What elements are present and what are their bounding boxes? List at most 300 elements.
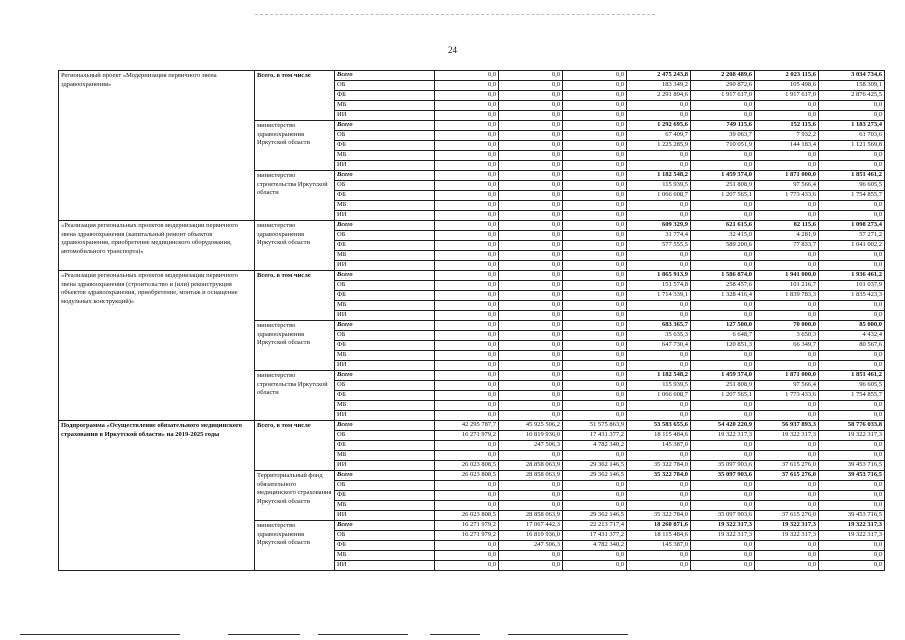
amount-cell: 0,0 [499, 341, 563, 351]
funding-source-label: ИИ [335, 261, 435, 271]
amount-cell: 0,0 [691, 111, 755, 121]
amount-cell: 247 506,3 [499, 441, 563, 451]
scan-bottom-line [20, 634, 180, 635]
amount-cell: 0,0 [435, 271, 499, 281]
amount-cell: 0,0 [819, 211, 885, 221]
amount-cell: 0,0 [499, 151, 563, 161]
amount-cell: 0,0 [435, 221, 499, 231]
amount-cell: 0,0 [563, 271, 627, 281]
executor-name: министерство здравоохранения Иркутской области [255, 521, 335, 571]
amount-cell: 19 322 317,3 [755, 521, 819, 531]
amount-cell: 258 457,6 [691, 281, 755, 291]
amount-cell: 0,0 [563, 301, 627, 311]
amount-cell: 82 115,6 [755, 221, 819, 231]
amount-cell: 1 121 569,8 [819, 141, 885, 151]
amount-cell: 0,0 [691, 541, 755, 551]
funding-source-label: Всего [335, 271, 435, 281]
amount-cell: 0,0 [499, 171, 563, 181]
funding-source-label: ОБ [335, 331, 435, 341]
amount-cell: 0,0 [691, 561, 755, 571]
amount-cell: 0,0 [435, 391, 499, 401]
amount-cell: 0,0 [563, 161, 627, 171]
amount-cell: 0,0 [435, 201, 499, 211]
amount-cell: 0,0 [499, 141, 563, 151]
funding-source-label: ФБ [335, 541, 435, 551]
amount-cell: 0,0 [435, 341, 499, 351]
amount-cell: 0,0 [563, 171, 627, 181]
funding-source-label: Всего [335, 421, 435, 431]
amount-cell: 1 207 565,1 [691, 391, 755, 401]
funding-source-label: МБ [335, 201, 435, 211]
table-row [59, 221, 885, 231]
amount-cell: 0,0 [691, 401, 755, 411]
funding-source-label: Всего [335, 471, 435, 481]
amount-cell: 0,0 [627, 211, 691, 221]
funding-source-label: ИИ [335, 161, 435, 171]
amount-cell: 37 615 276,0 [755, 511, 819, 521]
amount-cell: 4 782 340,2 [563, 541, 627, 551]
amount-cell: 0,0 [755, 201, 819, 211]
amount-cell: 0,0 [563, 141, 627, 151]
amount-cell: 1 936 461,2 [819, 271, 885, 281]
amount-cell: 0,0 [627, 151, 691, 161]
amount-cell: 1 773 433,6 [755, 191, 819, 201]
amount-cell: 0,0 [435, 501, 499, 511]
amount-cell: 70 000,0 [755, 321, 819, 331]
amount-cell: 0,0 [627, 351, 691, 361]
amount-cell: 0,0 [819, 251, 885, 261]
amount-cell: 0,0 [435, 301, 499, 311]
amount-cell: 0,0 [563, 351, 627, 361]
scan-bottom-line [318, 634, 408, 635]
amount-cell: 97 566,4 [755, 181, 819, 191]
amount-cell: 0,0 [435, 211, 499, 221]
amount-cell: 0,0 [627, 411, 691, 421]
amount-cell: 0,0 [627, 451, 691, 461]
funding-source-label: Всего [335, 521, 435, 531]
amount-cell: 0,0 [627, 501, 691, 511]
amount-cell: 0,0 [563, 281, 627, 291]
amount-cell: 589 200,6 [691, 241, 755, 251]
amount-cell: 0,0 [691, 161, 755, 171]
amount-cell: 1 207 565,1 [691, 191, 755, 201]
funding-source-label: ОБ [335, 431, 435, 441]
amount-cell: 18 260 871,6 [627, 521, 691, 531]
amount-cell: 3 034 734,6 [819, 71, 885, 81]
amount-cell: 0,0 [755, 211, 819, 221]
amount-cell: 1 917 617,0 [691, 91, 755, 101]
funding-source-label: ОБ [335, 281, 435, 291]
amount-cell: 0,0 [563, 121, 627, 131]
amount-cell: 0,0 [819, 361, 885, 371]
amount-cell: 0,0 [563, 391, 627, 401]
amount-cell: 0,0 [627, 261, 691, 271]
amount-cell: 0,0 [499, 361, 563, 371]
amount-cell: 19 322 317,3 [691, 521, 755, 531]
amount-cell: 0,0 [563, 81, 627, 91]
amount-cell: 0,0 [499, 411, 563, 421]
amount-cell: 290 872,6 [691, 81, 755, 91]
amount-cell: 6 648,7 [691, 331, 755, 341]
amount-cell: 0,0 [691, 441, 755, 451]
amount-cell: 0,0 [499, 491, 563, 501]
amount-cell: 0,0 [499, 81, 563, 91]
amount-cell: 56 937 893,3 [755, 421, 819, 431]
executor-name: министерство строительства Иркутской области [255, 171, 335, 221]
funding-source-label: ФБ [335, 491, 435, 501]
table-row [59, 71, 885, 81]
funding-source-label: МБ [335, 151, 435, 161]
amount-cell: 0,0 [435, 441, 499, 451]
amount-cell: 53 583 655,6 [627, 421, 691, 431]
amount-cell: 0,0 [499, 161, 563, 171]
amount-cell: 0,0 [563, 411, 627, 421]
amount-cell: 4 782 340,2 [563, 441, 627, 451]
amount-cell: 1 041 002,2 [819, 241, 885, 251]
amount-cell: 0,0 [435, 371, 499, 381]
amount-cell: 0,0 [435, 171, 499, 181]
amount-cell: 0,0 [563, 451, 627, 461]
section-name: Региональный проект «Модернизация первичного звена здравоохранения» [59, 71, 255, 221]
amount-cell: 247 506,3 [499, 541, 563, 551]
amount-cell: 115 939,5 [627, 181, 691, 191]
amount-cell: 0,0 [563, 261, 627, 271]
funding-source-label: МБ [335, 351, 435, 361]
amount-cell: 0,0 [563, 561, 627, 571]
amount-cell: 28 858 063,9 [499, 471, 563, 481]
amount-cell: 0,0 [691, 211, 755, 221]
amount-cell: 0,0 [435, 101, 499, 111]
amount-cell: 0,0 [499, 181, 563, 191]
amount-cell: 0,0 [435, 551, 499, 561]
amount-cell: 0,0 [499, 501, 563, 511]
executor-name: министерство здравоохранения Иркутской области [255, 121, 335, 171]
amount-cell: 0,0 [563, 231, 627, 241]
amount-cell: 45 925 506,2 [499, 421, 563, 431]
amount-cell: 1 098 273,4 [819, 221, 885, 231]
page-number: 24 [448, 45, 457, 55]
amount-cell: 1 917 617,0 [755, 91, 819, 101]
amount-cell: 0,0 [499, 321, 563, 331]
amount-cell: 0,0 [691, 361, 755, 371]
amount-cell: 0,0 [435, 71, 499, 81]
section-name: Подпрограмма «Осуществление обязательного медицинского страхования в Иркутской области» на 2019-2025 годы [59, 421, 255, 571]
funding-source-label: ИИ [335, 511, 435, 521]
table-row [59, 421, 885, 431]
amount-cell: 0,0 [563, 401, 627, 411]
amount-cell: 1 586 874,0 [691, 271, 755, 281]
amount-cell: 0,0 [691, 491, 755, 501]
amount-cell: 0,0 [563, 221, 627, 231]
amount-cell: 0,0 [435, 281, 499, 291]
amount-cell: 0,0 [499, 101, 563, 111]
amount-cell: 1 459 374,0 [691, 371, 755, 381]
amount-cell: 0,0 [691, 251, 755, 261]
amount-cell: 0,0 [691, 201, 755, 211]
amount-cell: 0,0 [563, 241, 627, 251]
amount-cell: 0,0 [627, 251, 691, 261]
funding-source-label: Всего [335, 321, 435, 331]
amount-cell: 115 939,5 [627, 381, 691, 391]
funding-source-label: ОБ [335, 381, 435, 391]
amount-cell: 0,0 [563, 111, 627, 121]
amount-cell: 101 216,7 [755, 281, 819, 291]
amount-cell: 120 851,3 [691, 341, 755, 351]
section-name: «Реализация региональных проектов модернизации первичного звена здравоохранения (строительство и (или) реконструкция объектов здравоохранения, приобретение, монтаж и оснащение модульных конструкций)» [59, 271, 255, 421]
amount-cell: 101 037,9 [819, 281, 885, 291]
amount-cell: 0,0 [819, 111, 885, 121]
funding-source-label: ИИ [335, 361, 435, 371]
funding-source-label: ИИ [335, 211, 435, 221]
amount-cell: 18 115 484,6 [627, 431, 691, 441]
amount-cell: 144 183,4 [755, 141, 819, 151]
amount-cell: 0,0 [435, 141, 499, 151]
amount-cell: 0,0 [435, 401, 499, 411]
funding-source-label: ФБ [335, 91, 435, 101]
section-name: «Реализация региональных проектов модернизации первичного звена здравоохранения (капитальный ремонт объектов здравоохранения, приобретение медицинского оборудования, автомобильного транспорта)» [59, 221, 255, 271]
amount-cell: 2 023 115,6 [755, 71, 819, 81]
amount-cell: 0,0 [499, 91, 563, 101]
amount-cell: 0,0 [435, 81, 499, 91]
amount-cell: 0,0 [627, 111, 691, 121]
amount-cell: 0,0 [691, 101, 755, 111]
executor-name: Территориальный фонд обязательного медицинского страхования Иркутской области [255, 471, 335, 521]
amount-cell: 0,0 [435, 241, 499, 251]
executor-name: министерство строительства Иркутской области [255, 371, 335, 421]
funding-source-label: ИИ [335, 111, 435, 121]
amount-cell: 0,0 [563, 311, 627, 321]
amount-cell: 0,0 [435, 161, 499, 171]
scan-top-line [255, 14, 655, 15]
amount-cell: 0,0 [563, 381, 627, 391]
amount-cell: 0,0 [755, 561, 819, 571]
scan-bottom-line [430, 634, 480, 635]
amount-cell: 0,0 [499, 131, 563, 141]
amount-cell: 0,0 [499, 71, 563, 81]
amount-cell: 0,0 [563, 291, 627, 301]
amount-cell: 0,0 [691, 311, 755, 321]
amount-cell: 0,0 [499, 331, 563, 341]
amount-cell: 26 023 808,5 [435, 511, 499, 521]
amount-cell: 0,0 [435, 321, 499, 331]
amount-cell: 609 329,9 [627, 221, 691, 231]
amount-cell: 0,0 [563, 491, 627, 501]
amount-cell: 29 362 146,5 [563, 511, 627, 521]
amount-cell: 0,0 [755, 451, 819, 461]
scan-bottom-line [228, 634, 300, 635]
amount-cell: 0,0 [755, 541, 819, 551]
amount-cell: 0,0 [691, 481, 755, 491]
amount-cell: 0,0 [499, 261, 563, 271]
amount-cell: 0,0 [499, 111, 563, 121]
amount-cell: 1 066 608,7 [627, 391, 691, 401]
amount-cell: 0,0 [563, 251, 627, 261]
amount-cell: 0,0 [435, 231, 499, 241]
amount-cell: 0,0 [563, 71, 627, 81]
amount-cell: 0,0 [691, 151, 755, 161]
funding-source-label: МБ [335, 401, 435, 411]
amount-cell: 0,0 [435, 541, 499, 551]
amount-cell: 35 635,3 [627, 331, 691, 341]
amount-cell: 0,0 [499, 391, 563, 401]
amount-cell: 26 023 808,5 [435, 461, 499, 471]
amount-cell: 32 415,0 [691, 231, 755, 241]
amount-cell: 0,0 [435, 411, 499, 421]
amount-cell: 97 566,4 [755, 381, 819, 391]
amount-cell: 0,0 [499, 551, 563, 561]
amount-cell: 0,0 [499, 291, 563, 301]
amount-cell: 16 271 979,2 [435, 521, 499, 531]
amount-cell: 1 851 461,2 [819, 171, 885, 181]
amount-cell: 39 453 716,5 [819, 461, 885, 471]
amount-cell: 54 420 220,9 [691, 421, 755, 431]
amount-cell: 29 362 146,5 [563, 461, 627, 471]
funding-source-label: ОБ [335, 81, 435, 91]
amount-cell: 19 322 317,3 [755, 431, 819, 441]
amount-cell: 0,0 [691, 411, 755, 421]
amount-cell: 1 183 273,4 [819, 121, 885, 131]
amount-cell: 0,0 [499, 121, 563, 131]
amount-cell: 1 871 000,0 [755, 171, 819, 181]
amount-cell: 0,0 [819, 451, 885, 461]
amount-cell: 0,0 [819, 441, 885, 451]
amount-cell: 0,0 [819, 261, 885, 271]
amount-cell: 0,0 [627, 551, 691, 561]
amount-cell: 0,0 [691, 301, 755, 311]
amount-cell: 647 730,4 [627, 341, 691, 351]
amount-cell: 1 459 374,0 [691, 171, 755, 181]
amount-cell: 0,0 [819, 401, 885, 411]
amount-cell: 0,0 [627, 481, 691, 491]
amount-cell: 0,0 [435, 251, 499, 261]
amount-cell: 1 292 695,6 [627, 121, 691, 131]
amount-cell: 0,0 [563, 371, 627, 381]
amount-cell: 0,0 [755, 101, 819, 111]
amount-cell: 0,0 [627, 561, 691, 571]
amount-cell: 37 615 276,0 [755, 461, 819, 471]
amount-cell: 1 182 548,2 [627, 171, 691, 181]
amount-cell: 105 498,6 [755, 81, 819, 91]
amount-cell: 0,0 [755, 351, 819, 361]
amount-cell: 0,0 [499, 401, 563, 411]
funding-source-label: ФБ [335, 291, 435, 301]
funding-source-label: ФБ [335, 191, 435, 201]
funding-source-label: МБ [335, 101, 435, 111]
amount-cell: 16 271 979,2 [435, 431, 499, 441]
amount-cell: 0,0 [435, 261, 499, 271]
amount-cell: 1 941 000,0 [755, 271, 819, 281]
funding-source-label: МБ [335, 501, 435, 511]
amount-cell: 7 932,2 [755, 131, 819, 141]
amount-cell: 0,0 [435, 381, 499, 391]
amount-cell: 0,0 [563, 501, 627, 511]
amount-cell: 0,0 [755, 501, 819, 511]
amount-cell: 17 431 377,2 [563, 431, 627, 441]
amount-cell: 51 575 863,9 [563, 421, 627, 431]
amount-cell: 0,0 [499, 451, 563, 461]
amount-cell: 58 776 033,8 [819, 421, 885, 431]
executor-name: Всего, в том числе [255, 71, 335, 121]
amount-cell: 0,0 [499, 281, 563, 291]
amount-cell: 0,0 [755, 261, 819, 271]
funding-source-label: ИИ [335, 411, 435, 421]
amount-cell: 0,0 [499, 301, 563, 311]
amount-cell: 1 225 285,9 [627, 141, 691, 151]
amount-cell: 0,0 [499, 481, 563, 491]
amount-cell: 35 322 784,0 [627, 461, 691, 471]
amount-cell: 577 555,5 [627, 241, 691, 251]
amount-cell: 0,0 [563, 91, 627, 101]
funding-source-label: ИИ [335, 311, 435, 321]
amount-cell: 0,0 [563, 341, 627, 351]
amount-cell: 28 858 063,9 [499, 461, 563, 471]
funding-source-label: ИИ [335, 461, 435, 471]
funding-source-label: ОБ [335, 181, 435, 191]
budget-table-body [59, 71, 885, 571]
amount-cell: 0,0 [563, 551, 627, 561]
funding-source-label: МБ [335, 551, 435, 561]
amount-cell: 0,0 [499, 381, 563, 391]
amount-cell: 251 808,9 [691, 381, 755, 391]
funding-source-label: ИИ [335, 561, 435, 571]
amount-cell: 0,0 [499, 231, 563, 241]
amount-cell: 2 876 425,5 [819, 91, 885, 101]
amount-cell: 1 773 433,6 [755, 391, 819, 401]
amount-cell: 19 322 317,3 [819, 431, 885, 441]
funding-source-label: Всего [335, 171, 435, 181]
amount-cell: 0,0 [499, 271, 563, 281]
amount-cell: 35 097 903,6 [691, 471, 755, 481]
amount-cell: 16 819 936,0 [499, 531, 563, 541]
funding-source-label: Всего [335, 121, 435, 131]
amount-cell: 1 865 913,9 [627, 271, 691, 281]
funding-source-label: ФБ [335, 341, 435, 351]
amount-cell: 35 322 784,0 [627, 511, 691, 521]
amount-cell: 151 574,8 [627, 281, 691, 291]
amount-cell: 0,0 [499, 211, 563, 221]
amount-cell: 0,0 [563, 101, 627, 111]
funding-source-label: ФБ [335, 391, 435, 401]
amount-cell: 152 115,6 [755, 121, 819, 131]
amount-cell: 0,0 [819, 501, 885, 511]
amount-cell: 0,0 [691, 451, 755, 461]
amount-cell: 57 271,2 [819, 231, 885, 241]
funding-source-label: ОБ [335, 231, 435, 241]
funding-source-label: ФБ [335, 441, 435, 451]
amount-cell: 0,0 [435, 181, 499, 191]
scan-bottom-line [508, 634, 628, 635]
amount-cell: 0,0 [435, 291, 499, 301]
amount-cell: 0,0 [435, 191, 499, 201]
amount-cell: 35 322 784,0 [627, 471, 691, 481]
funding-source-label: ОБ [335, 131, 435, 141]
amount-cell: 621 615,6 [691, 221, 755, 231]
amount-cell: 29 362 146,5 [563, 471, 627, 481]
amount-cell: 0,0 [563, 361, 627, 371]
amount-cell: 0,0 [499, 201, 563, 211]
amount-cell: 1 714 339,1 [627, 291, 691, 301]
amount-cell: 0,0 [563, 191, 627, 201]
amount-cell: 0,0 [819, 411, 885, 421]
amount-cell: 683 365,7 [627, 321, 691, 331]
amount-cell: 96 605,5 [819, 381, 885, 391]
amount-cell: 145 387,0 [627, 441, 691, 451]
amount-cell: 251 808,9 [691, 181, 755, 191]
amount-cell: 0,0 [819, 151, 885, 161]
amount-cell: 4 432,4 [819, 331, 885, 341]
amount-cell: 0,0 [755, 151, 819, 161]
amount-cell: 16 819 936,0 [499, 431, 563, 441]
